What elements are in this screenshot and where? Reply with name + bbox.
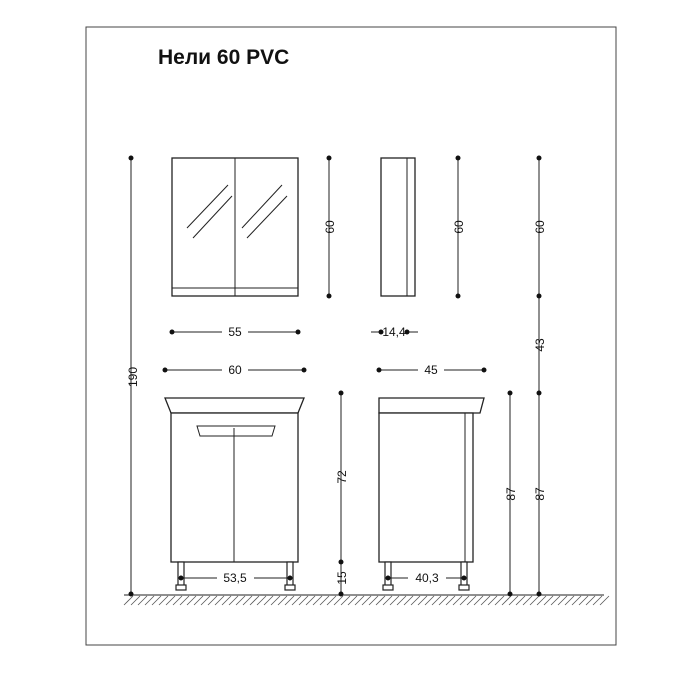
label-gap-height: 43 (533, 338, 547, 352)
vanity-front (165, 398, 304, 590)
mirror-cabinet-front (172, 158, 298, 296)
dimension-mirror-height-front (323, 156, 337, 299)
label-leg-span-front: 53,5 (223, 571, 247, 585)
label-side-height: 87 (504, 487, 518, 501)
dimension-cabinet-body-and-leg (335, 391, 349, 597)
label-mirror-width: 55 (228, 325, 242, 339)
label-leg-height: 15 (335, 571, 349, 585)
label-total-height: 190 (126, 366, 140, 388)
dimension-right-column (533, 156, 547, 597)
floor (124, 595, 609, 605)
label-mirror-height-front: 60 (323, 220, 337, 234)
dimension-basin-width (163, 363, 307, 377)
label-mirror-height-right: 60 (533, 220, 547, 234)
dimension-leg-span-side (386, 571, 467, 585)
dimension-mirror-depth (371, 325, 418, 339)
dimension-basin-depth (377, 363, 487, 377)
mirror-cabinet-side (381, 158, 415, 296)
dimension-leg-span-front (179, 571, 293, 585)
product-title: Нели 60 PVC (158, 46, 290, 69)
label-cabinet-body-height: 72 (335, 470, 349, 484)
label-basin-width: 60 (228, 363, 242, 377)
drawing-frame (86, 27, 616, 645)
vanity-side (379, 398, 484, 590)
label-mirror-depth: 14,4 (382, 325, 406, 339)
dimension-total-height (126, 156, 140, 597)
dimension-side-height (504, 391, 518, 597)
label-leg-span-side: 40,3 (415, 571, 439, 585)
label-basin-depth: 45 (424, 363, 438, 377)
label-right-height: 87 (533, 487, 547, 501)
dimension-mirror-width (170, 325, 301, 339)
label-mirror-height-side: 60 (452, 220, 466, 234)
dimension-mirror-height-side (452, 156, 466, 299)
